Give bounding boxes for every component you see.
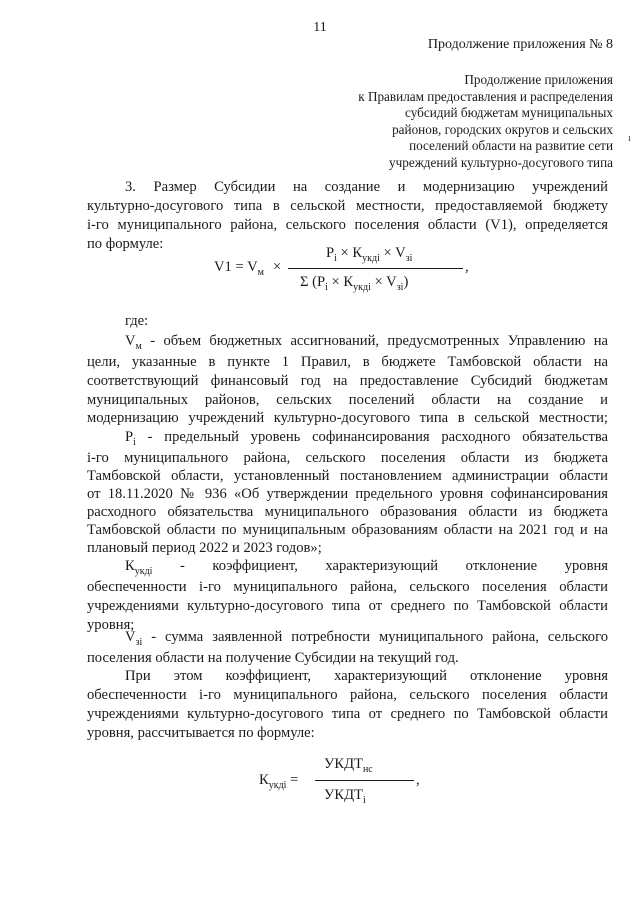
formula-v1-times: × [273,259,282,275]
symbol-pi: $P_i$ [125,429,136,448]
definition-vzi-line: поселения области на получение Субсидии на текущий год. [87,650,459,666]
definition-vm-line: соответствующий финансовый год на предоставление Субсидий бюджетам [87,373,608,389]
formula-kukd-fraction-bar [315,780,414,781]
coefficient-paragraph-line: обеспеченности i-го муниципального района, сельского поселения области [87,687,608,703]
formula-kukd-numerator: $УКДТ_{нс}$ [324,756,373,775]
formula-v1-lhs: $V1 = V_м$ [214,259,264,278]
definition-pi-line: от 18.11.2020 № 936 «Об утверждении предельного уровня софинансирования [87,486,608,502]
formula-kukd-lhs: $К_{укдi}$ = [259,772,299,791]
paragraph-3-line: 3. Размер Субсидии на создание и модернизацию учреждений [125,179,608,195]
definition-kukd-line: обеспеченности i-го муниципального района, сельского поселения области [87,579,608,595]
definition-vzi-first-line: $V_{зi}$ - сумма заявленной потребности муниципального района, сельского [125,629,608,648]
appendix-header-line: поселений области на развитие сети [409,138,613,154]
formula-kukd-denominator: $УКДТ_i$ [324,787,366,806]
appendix-header-line: субсидий бюджетам муниципальных [405,105,613,121]
symbol-kukd: $К_{укдi}$ [125,558,153,577]
page-number: 11 [313,20,327,35]
definition-kukd-line: уровня; [87,617,135,633]
definition-kukd-first-line [125,557,608,575]
word: уровня [564,558,608,574]
symbol-vzi: $V_{зi}$ [125,629,143,648]
definition-pi-first-line: $P_i$ - предельный уровень софинансирования расходного обязательства [125,429,608,448]
margin-mark: ı [628,132,632,144]
formula-v1-numerator: $P_i \times К_{укдi} \times V_{зi}$ [326,245,413,264]
definition-vm-line: муниципальных районов, сельских поселений области на создание и [87,392,608,408]
word: характеризующий [325,558,439,574]
formula-v1-comma: , [465,259,469,275]
continuation-title: Продолжение приложения № 8 [427,37,613,52]
word: коэффициент, [212,558,298,574]
appendix-header [358,72,613,172]
definition-pi-line: плановый период 2022 и 2023 годов»; [87,540,322,556]
formula-v1-denominator: Σ $(P_i \times К_{укдi} \times V_{зi})$ [300,274,409,293]
paragraph-3-line: i-го муниципального района, сельского поселения области (V1), определяется [87,217,608,233]
where-label: где: [125,313,149,329]
appendix-header-line: к Правилам предоставления и распределения [358,88,613,104]
definition-vm-line: цели, указанные в пункте 1 Правил, в бюджете Тамбовской области на [87,354,608,370]
definition-vm-line: модернизацию учреждений культурно-досугового типа в сельской местности; [87,410,608,426]
word: - [179,558,185,574]
symbol-vm: $V_м$ [125,333,142,352]
word: отклонение [465,558,538,574]
coefficient-paragraph-line: При этом коэффициент, характеризующий отклонение уровня [125,668,608,684]
appendix-header-line: районов, городских округов и сельских [392,121,613,137]
coefficient-paragraph-line: учреждениями культурно-досугового типа от среднего по Тамбовской области [87,706,608,722]
definition-vm-first-line: $V_м$ - объем бюджетных ассигнований, предусмотренных Управлению на [125,333,608,352]
paragraph-3-line: по формуле: [87,236,164,252]
definition-kukd-line: учреждениями культурно-досугового типа от среднего по Тамбовской области [87,598,608,614]
appendix-header-line: Продолжение приложения [464,72,613,87]
definition-pi-line: Тамбовской области, установленный постановлением администрации области [87,468,608,484]
formula-v1-fraction-bar [288,268,463,269]
definition-pi-line: расходного обязательства муниципального образования области из бюджета [87,504,608,520]
definition-pi-line: i-го муниципального района, сельского поселения области из бюджета [87,450,608,466]
appendix-header-line: учреждений культурно-досугового типа [389,154,613,170]
definition-pi-line: Тамбовской области по муниципальным образованиям области на 2021 год и на [87,522,608,538]
coefficient-paragraph-line: уровня, рассчитывается по формуле: [87,725,315,741]
paragraph-3-line: культурно-досугового типа в сельской местности, предоставляемой бюджету [87,198,608,214]
formula-kukd-comma: , [416,772,420,788]
